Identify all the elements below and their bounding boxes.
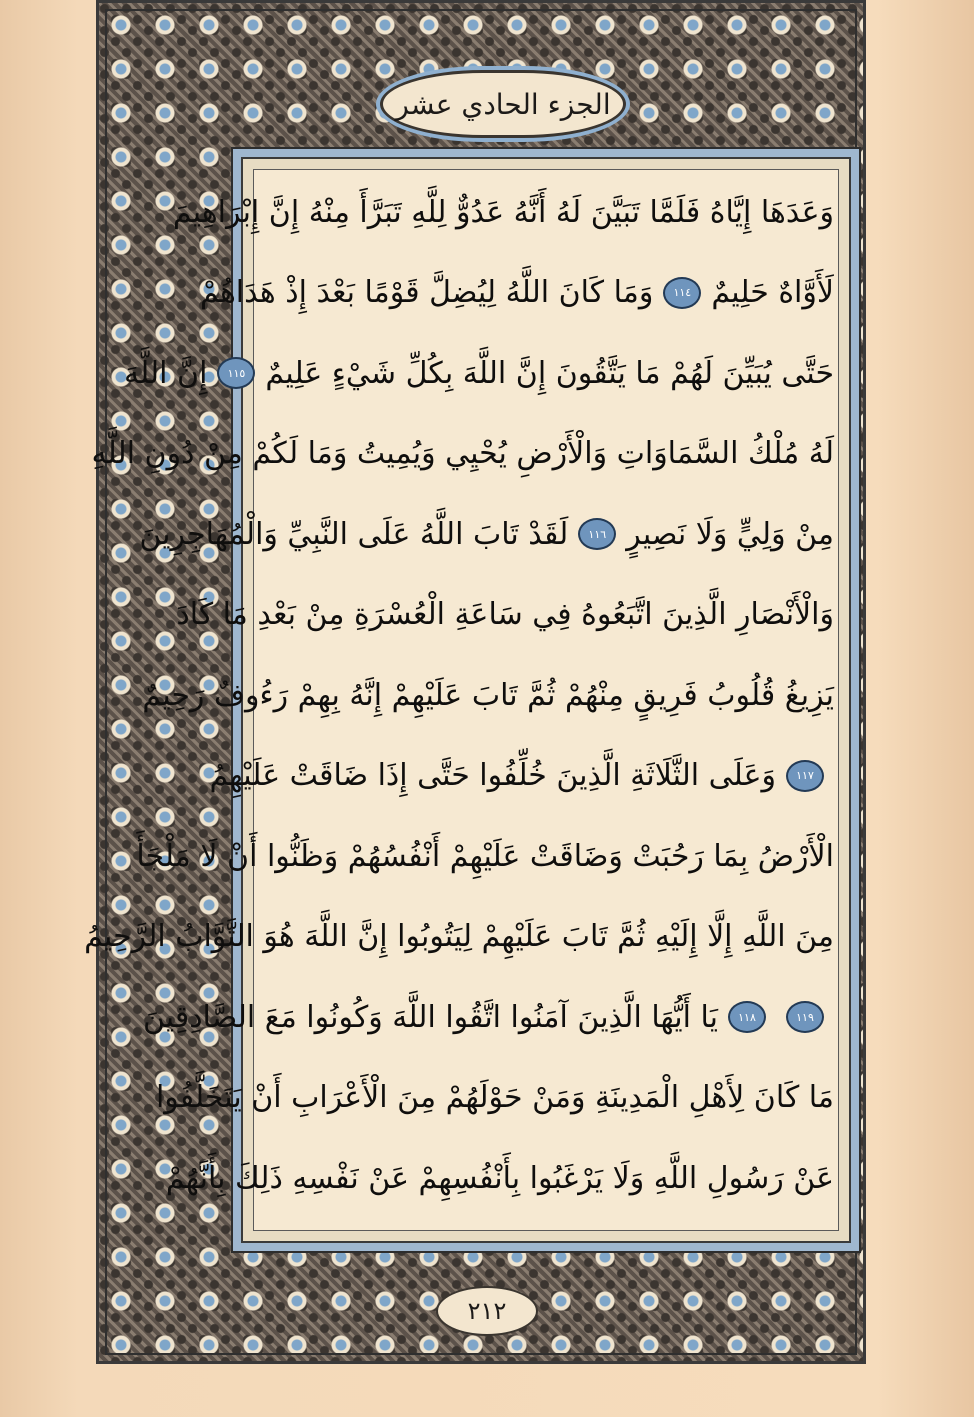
text-line-10 — [84, 897, 834, 978]
text-line-5 — [139, 494, 834, 575]
ayah-marker: ١١٨ — [728, 1001, 766, 1033]
line-text: عَنْ رَسُولِ اللَّهِ وَلَا يَرْغَبُوا بِأَنْفُسِهِمْ عَنْ نَفْسِهِ ذَلِكَ بِأَنَّهُمْ — [165, 1160, 834, 1196]
ayah-marker: ١١٥ — [217, 357, 255, 389]
page-number: ٢١٢ — [467, 1297, 507, 1325]
juz-title: الجزء الحادي عشر — [395, 87, 611, 121]
page-number-cartouche — [436, 1286, 538, 1336]
line-text: الْأَرْضُ بِمَا رَحُبَتْ وَضَاقَتْ عَلَيْهِمْ أَنْفُسُهُمْ وَظَنُّوا أَنْ لَا مَلْجَأَ — [136, 838, 834, 874]
text-line-1 — [172, 172, 834, 253]
text-line-8 — [209, 736, 834, 817]
line-text-after: إِنَّ اللَّهَ — [124, 355, 208, 391]
line-text-after: وَعَلَى الثَّلَاثَةِ الَّذِينَ خُلِّفُوا حَتَّى إِذَا ضَاقَتْ عَلَيْهِمُ — [209, 758, 776, 794]
line-text: حَتَّى يُبَيِّنَ لَهُمْ مَا يَتَّقُونَ إِنَّ اللَّهَ بِكُلِّ شَيْءٍ عَلِيمٌ — [265, 355, 834, 391]
text-line-9 — [136, 816, 834, 897]
line-text: وَعَدَهَا إِيَّاهُ فَلَمَّا تَبَيَّنَ لَهُ أَنَّهُ عَدُوٌّ لِلَّهِ تَبَرَّأَ مِنْهُ إِنَّ إِبْرَاهِيمَ — [172, 194, 834, 230]
line-text-after: لَقَدْ تَابَ اللَّهُ عَلَى النَّبِيِّ وَالْمُهَاجِرِينَ — [139, 516, 569, 552]
text-line-4 — [91, 414, 834, 495]
line-text: مِنَ اللَّهِ إِلَّا إِلَيْهِ ثُمَّ تَابَ عَلَيْهِمْ لِيَتُوبُوا إِنَّ اللَّهَ هُوَ التَّوَّابُ الرَّحِيمُ — [84, 919, 834, 955]
line-text-after: يَا أَيُّهَا الَّذِينَ آمَنُوا اتَّقُوا اللَّهَ وَكُونُوا مَعَ الصَّادِقِينَ — [142, 999, 718, 1035]
line-text: لَأَوَّاهٌ حَلِيمٌ — [711, 275, 834, 311]
ayah-marker: ١١٤ — [663, 277, 701, 309]
text-line-12 — [155, 1058, 834, 1139]
text-line-3 — [124, 333, 834, 414]
ayah-marker: ١١٩ — [786, 1001, 824, 1033]
text-line-11 — [142, 977, 834, 1058]
text-line-2 — [199, 253, 834, 334]
line-text-after: وَمَا كَانَ اللَّهُ لِيُضِلَّ قَوْمًا بَعْدَ إِذْ هَدَاهُمْ — [199, 275, 654, 311]
line-text: مَا كَانَ لِأَهْلِ الْمَدِينَةِ وَمَنْ حَوْلَهُمْ مِنَ الْأَعْرَابِ أَنْ يَتَخَلَّفُوا — [155, 1080, 834, 1116]
text-line-6 — [176, 575, 834, 656]
line-text: لَهُ مُلْكُ السَّمَاوَاتِ وَالْأَرْضِ يُحْيِي وَيُمِيتُ وَمَا لَكُمْ مِنْ دُونِ اللَّهِ — [91, 436, 834, 472]
line-text: يَزِيغُ قُلُوبُ فَرِيقٍ مِنْهُمْ ثُمَّ تَابَ عَلَيْهِمْ إِنَّهُ بِهِمْ رَءُوفٌ رَحِيمٌ — [142, 677, 834, 713]
text-line-7 — [142, 655, 834, 736]
text-line-13 — [165, 1138, 834, 1219]
line-text: مِنْ وَلِيٍّ وَلَا نَصِيرٍ — [626, 516, 834, 552]
ayah-marker: ١١٦ — [578, 518, 616, 550]
ayah-marker: ١١٧ — [786, 760, 824, 792]
line-text: وَالْأَنْصَارِ الَّذِينَ اتَّبَعُوهُ فِي سَاعَةِ الْعُسْرَةِ مِنْ بَعْدِ مَا كَادَ — [176, 597, 834, 633]
juz-cartouche — [380, 70, 626, 138]
verse-text-area — [84, 172, 834, 1222]
